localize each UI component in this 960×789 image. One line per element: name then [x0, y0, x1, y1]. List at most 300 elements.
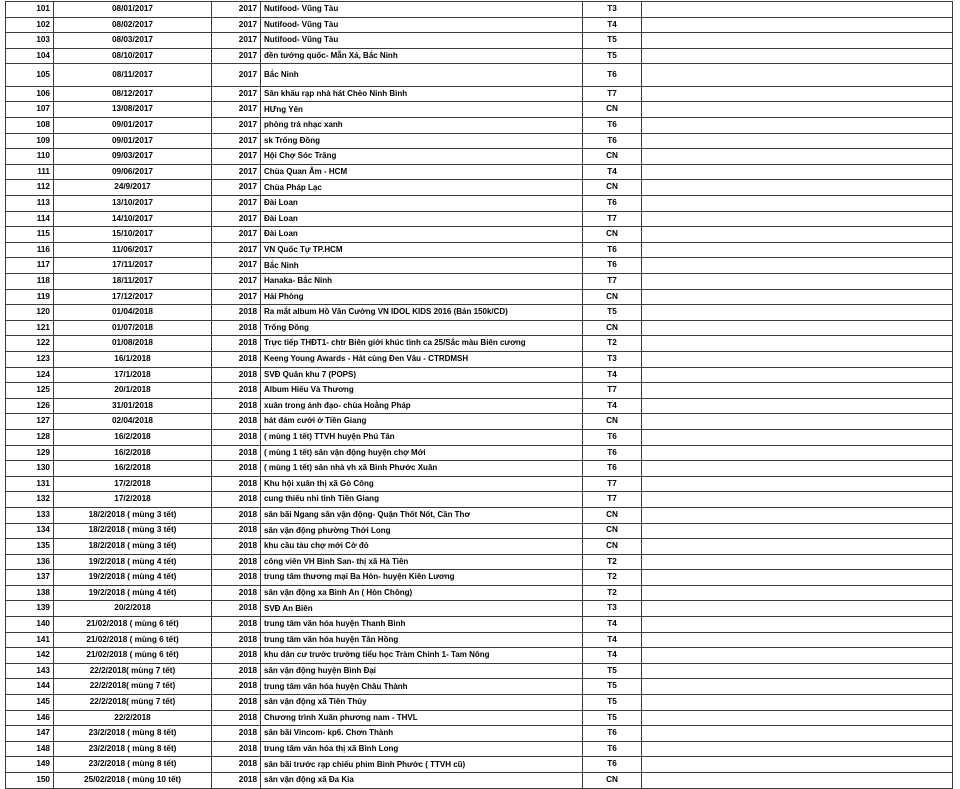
venue-cell[interactable]: SVĐ Quân khu 7 (POPS) — [261, 367, 583, 383]
venue-cell[interactable]: công viên VH Bình San- thị xã Hà Tiên — [261, 554, 583, 570]
venue-cell[interactable]: Chùa Quan Âm - HCM — [261, 164, 583, 180]
venue-cell[interactable]: Đài Loan — [261, 196, 583, 212]
table-row[interactable] — [6, 227, 953, 243]
event-date-cell[interactable]: 15/10/2017 — [54, 227, 212, 243]
notes-cell[interactable] — [642, 554, 953, 570]
event-date-cell[interactable]: 08/12/2017 — [54, 86, 212, 102]
row-index-cell[interactable]: 103 — [6, 33, 54, 49]
weekday-code-cell[interactable]: T7 — [583, 492, 642, 508]
event-year-cell[interactable]: 2018 — [212, 351, 261, 367]
weekday-code-cell[interactable]: T7 — [583, 274, 642, 290]
weekday-code-cell[interactable]: T3 — [583, 2, 642, 18]
row-index-cell[interactable]: 121 — [6, 320, 54, 336]
event-year-cell[interactable]: 2018 — [212, 757, 261, 773]
notes-cell[interactable] — [642, 632, 953, 648]
notes-cell[interactable] — [642, 617, 953, 633]
table-row[interactable] — [6, 539, 953, 555]
notes-cell[interactable] — [642, 48, 953, 64]
notes-cell[interactable] — [642, 149, 953, 165]
event-year-cell[interactable]: 2018 — [212, 679, 261, 695]
venue-cell[interactable]: Bắc Ninh — [261, 258, 583, 274]
venue-cell[interactable]: Hanaka- Bắc Ninh — [261, 274, 583, 290]
table-row[interactable] — [6, 211, 953, 227]
table-row[interactable] — [6, 242, 953, 258]
weekday-code-cell[interactable]: T4 — [583, 164, 642, 180]
notes-cell[interactable] — [642, 492, 953, 508]
event-year-cell[interactable]: 2017 — [212, 17, 261, 33]
notes-cell[interactable] — [642, 726, 953, 742]
weekday-code-cell[interactable]: CN — [583, 523, 642, 539]
event-year-cell[interactable]: 2018 — [212, 570, 261, 586]
event-date-cell[interactable]: 08/10/2017 — [54, 48, 212, 64]
weekday-code-cell[interactable]: T4 — [583, 632, 642, 648]
notes-cell[interactable] — [642, 585, 953, 601]
notes-cell[interactable] — [642, 741, 953, 757]
row-index-cell[interactable]: 114 — [6, 211, 54, 227]
venue-cell[interactable]: đền tướng quốc- Mẫn Xá, Bắc Ninh — [261, 48, 583, 64]
weekday-code-cell[interactable]: T6 — [583, 133, 642, 149]
table-row[interactable] — [6, 274, 953, 290]
table-row[interactable] — [6, 679, 953, 695]
table-row[interactable] — [6, 617, 953, 633]
row-index-cell[interactable]: 137 — [6, 570, 54, 586]
table-row[interactable] — [6, 258, 953, 274]
weekday-code-cell[interactable]: T3 — [583, 601, 642, 617]
notes-cell[interactable] — [642, 601, 953, 617]
event-year-cell[interactable]: 2018 — [212, 523, 261, 539]
weekday-code-cell[interactable]: T2 — [583, 336, 642, 352]
notes-cell[interactable] — [642, 33, 953, 49]
row-index-cell[interactable]: 109 — [6, 133, 54, 149]
weekday-code-cell[interactable]: CN — [583, 180, 642, 196]
event-year-cell[interactable]: 2018 — [212, 539, 261, 555]
event-date-cell[interactable]: 09/03/2017 — [54, 149, 212, 165]
event-year-cell[interactable]: 2018 — [212, 695, 261, 711]
table-row[interactable] — [6, 367, 953, 383]
notes-cell[interactable] — [642, 539, 953, 555]
notes-cell[interactable] — [642, 710, 953, 726]
notes-cell[interactable] — [642, 414, 953, 430]
row-index-cell[interactable]: 112 — [6, 180, 54, 196]
venue-cell[interactable]: Đài Loan — [261, 227, 583, 243]
notes-cell[interactable] — [642, 398, 953, 414]
event-date-cell[interactable]: 17/1/2018 — [54, 367, 212, 383]
weekday-code-cell[interactable]: T6 — [583, 242, 642, 258]
weekday-code-cell[interactable]: CN — [583, 773, 642, 789]
event-year-cell[interactable]: 2018 — [212, 336, 261, 352]
event-date-cell[interactable]: 09/06/2017 — [54, 164, 212, 180]
venue-cell[interactable]: Bắc Ninh — [261, 64, 583, 87]
event-year-cell[interactable]: 2018 — [212, 554, 261, 570]
notes-cell[interactable] — [642, 258, 953, 274]
table-row[interactable] — [6, 64, 953, 87]
event-date-cell[interactable]: 18/11/2017 — [54, 274, 212, 290]
table-row[interactable] — [6, 476, 953, 492]
venue-cell[interactable]: khu dân cư trước trường tiểu học Tràm Chinh 1- Tam Nông — [261, 648, 583, 664]
venue-cell[interactable]: SVĐ An Biên — [261, 601, 583, 617]
table-row[interactable] — [6, 726, 953, 742]
event-date-cell[interactable]: 18/2/2018 ( mùng 3 tết) — [54, 539, 212, 555]
event-date-cell[interactable]: 31/01/2018 — [54, 398, 212, 414]
row-index-cell[interactable]: 142 — [6, 648, 54, 664]
venue-cell[interactable]: Ra mắt album Hồ Văn Cường VN IDOL KIDS 2016 (Bán 150k/CD) — [261, 305, 583, 321]
event-year-cell[interactable]: 2018 — [212, 585, 261, 601]
notes-cell[interactable] — [642, 367, 953, 383]
weekday-code-cell[interactable]: T4 — [583, 398, 642, 414]
table-row[interactable] — [6, 17, 953, 33]
table-row[interactable] — [6, 445, 953, 461]
event-date-cell[interactable]: 19/2/2018 ( mùng 4 tết) — [54, 554, 212, 570]
notes-cell[interactable] — [642, 2, 953, 18]
event-year-cell[interactable]: 2018 — [212, 507, 261, 523]
notes-cell[interactable] — [642, 663, 953, 679]
event-date-cell[interactable]: 09/01/2017 — [54, 118, 212, 134]
row-index-cell[interactable]: 146 — [6, 710, 54, 726]
table-row[interactable] — [6, 648, 953, 664]
event-date-cell[interactable]: 01/08/2018 — [54, 336, 212, 352]
weekday-code-cell[interactable]: T6 — [583, 118, 642, 134]
row-index-cell[interactable]: 117 — [6, 258, 54, 274]
notes-cell[interactable] — [642, 445, 953, 461]
venue-cell[interactable]: sân vận động phường Thới Long — [261, 523, 583, 539]
weekday-code-cell[interactable]: T6 — [583, 757, 642, 773]
venue-cell[interactable]: Đài Loan — [261, 211, 583, 227]
weekday-code-cell[interactable]: CN — [583, 414, 642, 430]
event-date-cell[interactable]: 19/2/2018 ( mùng 4 tết) — [54, 585, 212, 601]
table-row[interactable] — [6, 164, 953, 180]
row-index-cell[interactable]: 101 — [6, 2, 54, 18]
row-index-cell[interactable]: 127 — [6, 414, 54, 430]
venue-cell[interactable]: HƯng Yên — [261, 102, 583, 118]
weekday-code-cell[interactable]: T5 — [583, 695, 642, 711]
table-row[interactable] — [6, 757, 953, 773]
table-row[interactable] — [6, 48, 953, 64]
weekday-code-cell[interactable]: CN — [583, 102, 642, 118]
notes-cell[interactable] — [642, 429, 953, 445]
event-date-cell[interactable]: 16/1/2018 — [54, 351, 212, 367]
event-year-cell[interactable]: 2018 — [212, 648, 261, 664]
event-date-cell[interactable]: 16/2/2018 — [54, 461, 212, 477]
row-index-cell[interactable]: 141 — [6, 632, 54, 648]
event-date-cell[interactable]: 09/01/2017 — [54, 133, 212, 149]
weekday-code-cell[interactable]: T6 — [583, 445, 642, 461]
event-date-cell[interactable]: 21/02/2018 ( mùng 6 tết) — [54, 617, 212, 633]
notes-cell[interactable] — [642, 507, 953, 523]
weekday-code-cell[interactable]: CN — [583, 227, 642, 243]
event-year-cell[interactable]: 2017 — [212, 180, 261, 196]
weekday-code-cell[interactable]: T5 — [583, 48, 642, 64]
event-date-cell[interactable]: 01/07/2018 — [54, 320, 212, 336]
notes-cell[interactable] — [642, 17, 953, 33]
venue-cell[interactable]: Chùa Pháp Lạc — [261, 180, 583, 196]
venue-cell[interactable]: sk Trống Đồng — [261, 133, 583, 149]
weekday-code-cell[interactable]: T4 — [583, 367, 642, 383]
table-row[interactable] — [6, 695, 953, 711]
row-index-cell[interactable]: 116 — [6, 242, 54, 258]
table-row[interactable] — [6, 632, 953, 648]
venue-cell[interactable]: Keeng Young Awards - Hát cùng Đen Vâu - CTRDMSH — [261, 351, 583, 367]
table-row[interactable] — [6, 523, 953, 539]
event-year-cell[interactable]: 2018 — [212, 476, 261, 492]
event-year-cell[interactable]: 2018 — [212, 617, 261, 633]
weekday-code-cell[interactable]: T6 — [583, 461, 642, 477]
event-year-cell[interactable]: 2018 — [212, 663, 261, 679]
venue-cell[interactable]: Trống Đồng — [261, 320, 583, 336]
event-year-cell[interactable]: 2018 — [212, 601, 261, 617]
notes-cell[interactable] — [642, 679, 953, 695]
weekday-code-cell[interactable]: T6 — [583, 741, 642, 757]
table-row[interactable] — [6, 398, 953, 414]
notes-cell[interactable] — [642, 570, 953, 586]
notes-cell[interactable] — [642, 648, 953, 664]
table-row[interactable] — [6, 554, 953, 570]
weekday-code-cell[interactable]: CN — [583, 149, 642, 165]
event-date-cell[interactable]: 17/2/2018 — [54, 476, 212, 492]
event-date-cell[interactable]: 20/1/2018 — [54, 383, 212, 399]
row-index-cell[interactable]: 122 — [6, 336, 54, 352]
weekday-code-cell[interactable]: CN — [583, 289, 642, 305]
venue-cell[interactable]: hát đám cưới ở Tiền Giang — [261, 414, 583, 430]
event-year-cell[interactable]: 2017 — [212, 274, 261, 290]
event-date-cell[interactable]: 11/06/2017 — [54, 242, 212, 258]
row-index-cell[interactable]: 113 — [6, 196, 54, 212]
table-row[interactable] — [6, 383, 953, 399]
row-index-cell[interactable]: 124 — [6, 367, 54, 383]
table-row[interactable] — [6, 663, 953, 679]
table-row[interactable] — [6, 305, 953, 321]
venue-cell[interactable]: Album Hiếu Và Thương — [261, 383, 583, 399]
event-year-cell[interactable]: 2018 — [212, 414, 261, 430]
row-index-cell[interactable]: 148 — [6, 741, 54, 757]
venue-cell[interactable]: trung tâm văn hóa thị xã Bình Long — [261, 741, 583, 757]
table-row[interactable] — [6, 33, 953, 49]
weekday-code-cell[interactable]: T5 — [583, 305, 642, 321]
event-date-cell[interactable]: 18/2/2018 ( mùng 3 tết) — [54, 507, 212, 523]
event-year-cell[interactable]: 2017 — [212, 164, 261, 180]
event-year-cell[interactable]: 2018 — [212, 367, 261, 383]
notes-cell[interactable] — [642, 773, 953, 789]
row-index-cell[interactable]: 106 — [6, 86, 54, 102]
event-date-cell[interactable]: 17/2/2018 — [54, 492, 212, 508]
venue-cell[interactable]: Trực tiếp THĐT1- chtr Biên giới khúc tình ca 25/Sắc màu Biên cương — [261, 336, 583, 352]
table-row[interactable] — [6, 461, 953, 477]
row-index-cell[interactable]: 102 — [6, 17, 54, 33]
venue-cell[interactable]: Khu hội xuân thị xã Gò Công — [261, 476, 583, 492]
table-row[interactable] — [6, 351, 953, 367]
weekday-code-cell[interactable]: T4 — [583, 17, 642, 33]
event-date-cell[interactable]: 16/2/2018 — [54, 445, 212, 461]
notes-cell[interactable] — [642, 242, 953, 258]
weekday-code-cell[interactable]: T6 — [583, 429, 642, 445]
row-index-cell[interactable]: 134 — [6, 523, 54, 539]
row-index-cell[interactable]: 123 — [6, 351, 54, 367]
weekday-code-cell[interactable]: T5 — [583, 710, 642, 726]
venue-cell[interactable]: sân bãi Vincom- kp6. Chơn Thành — [261, 726, 583, 742]
event-date-cell[interactable]: 22/2/2018( mùng 7 tết) — [54, 663, 212, 679]
table-row[interactable] — [6, 414, 953, 430]
event-date-cell[interactable]: 08/02/2017 — [54, 17, 212, 33]
event-year-cell[interactable]: 2018 — [212, 741, 261, 757]
row-index-cell[interactable]: 105 — [6, 64, 54, 87]
venue-cell[interactable]: Nutifood- Vũng Tàu — [261, 2, 583, 18]
notes-cell[interactable] — [642, 180, 953, 196]
notes-cell[interactable] — [642, 227, 953, 243]
venue-cell[interactable]: trung tâm văn hóa huyện Châu Thành — [261, 679, 583, 695]
table-row[interactable] — [6, 289, 953, 305]
notes-cell[interactable] — [642, 164, 953, 180]
notes-cell[interactable] — [642, 336, 953, 352]
event-year-cell[interactable]: 2018 — [212, 429, 261, 445]
weekday-code-cell[interactable]: T2 — [583, 554, 642, 570]
notes-cell[interactable] — [642, 695, 953, 711]
table-row[interactable] — [6, 102, 953, 118]
notes-cell[interactable] — [642, 118, 953, 134]
weekday-code-cell[interactable]: T5 — [583, 663, 642, 679]
event-date-cell[interactable]: 14/10/2017 — [54, 211, 212, 227]
row-index-cell[interactable]: 136 — [6, 554, 54, 570]
row-index-cell[interactable]: 135 — [6, 539, 54, 555]
event-year-cell[interactable]: 2018 — [212, 398, 261, 414]
row-index-cell[interactable]: 149 — [6, 757, 54, 773]
event-year-cell[interactable]: 2018 — [212, 383, 261, 399]
row-index-cell[interactable]: 125 — [6, 383, 54, 399]
table-row[interactable] — [6, 133, 953, 149]
event-date-cell[interactable]: 25/02/2018 ( mùng 10 tết) — [54, 773, 212, 789]
row-index-cell[interactable]: 133 — [6, 507, 54, 523]
event-year-cell[interactable]: 2018 — [212, 445, 261, 461]
notes-cell[interactable] — [642, 351, 953, 367]
event-year-cell[interactable]: 2018 — [212, 710, 261, 726]
row-index-cell[interactable]: 131 — [6, 476, 54, 492]
weekday-code-cell[interactable]: T2 — [583, 585, 642, 601]
event-date-cell[interactable]: 08/11/2017 — [54, 64, 212, 87]
weekday-code-cell[interactable]: T2 — [583, 570, 642, 586]
row-index-cell[interactable]: 145 — [6, 695, 54, 711]
row-index-cell[interactable]: 118 — [6, 274, 54, 290]
notes-cell[interactable] — [642, 102, 953, 118]
event-date-cell[interactable]: 22/2/2018( mùng 7 tết) — [54, 695, 212, 711]
event-year-cell[interactable]: 2017 — [212, 149, 261, 165]
event-year-cell[interactable]: 2018 — [212, 305, 261, 321]
event-date-cell[interactable]: 23/2/2018 ( mùng 8 tết) — [54, 726, 212, 742]
venue-cell[interactable]: sân vận động xa Bình An ( Hòn Chông) — [261, 585, 583, 601]
table-row[interactable] — [6, 320, 953, 336]
notes-cell[interactable] — [642, 523, 953, 539]
venue-cell[interactable]: sân vận động xã Tiên Thủy — [261, 695, 583, 711]
table-row[interactable] — [6, 492, 953, 508]
event-year-cell[interactable]: 2018 — [212, 632, 261, 648]
venue-cell[interactable]: Nutifood- Vũng Tàu — [261, 17, 583, 33]
event-date-cell[interactable]: 16/2/2018 — [54, 429, 212, 445]
table-row[interactable] — [6, 773, 953, 789]
weekday-code-cell[interactable]: T4 — [583, 617, 642, 633]
venue-cell[interactable]: ( mùng 1 tết) sân nhà vh xã Bình Phước Xuân — [261, 461, 583, 477]
weekday-code-cell[interactable]: T7 — [583, 383, 642, 399]
event-date-cell[interactable]: 20/2/2018 — [54, 601, 212, 617]
row-index-cell[interactable]: 110 — [6, 149, 54, 165]
table-row[interactable] — [6, 741, 953, 757]
weekday-code-cell[interactable]: T5 — [583, 679, 642, 695]
event-year-cell[interactable]: 2017 — [212, 33, 261, 49]
venue-cell[interactable]: Nutifood- Vũng Tàu — [261, 33, 583, 49]
weekday-code-cell[interactable]: T6 — [583, 258, 642, 274]
event-year-cell[interactable]: 2017 — [212, 118, 261, 134]
event-year-cell[interactable]: 2017 — [212, 64, 261, 87]
row-index-cell[interactable]: 120 — [6, 305, 54, 321]
table-row[interactable] — [6, 118, 953, 134]
venue-cell[interactable]: trung tâm văn hóa huyện Thanh Bình — [261, 617, 583, 633]
venue-cell[interactable]: xuân trong ánh đạo- chùa Hoằng Pháp — [261, 398, 583, 414]
venue-cell[interactable]: phòng trà nhạc xanh — [261, 118, 583, 134]
weekday-code-cell[interactable]: CN — [583, 320, 642, 336]
row-index-cell[interactable]: 126 — [6, 398, 54, 414]
weekday-code-cell[interactable]: CN — [583, 507, 642, 523]
row-index-cell[interactable]: 139 — [6, 601, 54, 617]
event-year-cell[interactable]: 2017 — [212, 86, 261, 102]
row-index-cell[interactable]: 143 — [6, 663, 54, 679]
venue-cell[interactable]: ( mùng 1 tết) TTVH huyện Phú Tân — [261, 429, 583, 445]
table-row[interactable] — [6, 585, 953, 601]
event-year-cell[interactable]: 2017 — [212, 242, 261, 258]
venue-cell[interactable]: sân vận động xã Đa Kia — [261, 773, 583, 789]
event-date-cell[interactable]: 08/03/2017 — [54, 33, 212, 49]
venue-cell[interactable]: Hội Chợ Sóc Trăng — [261, 149, 583, 165]
row-index-cell[interactable]: 108 — [6, 118, 54, 134]
weekday-code-cell[interactable]: T7 — [583, 476, 642, 492]
event-year-cell[interactable]: 2018 — [212, 773, 261, 789]
venue-cell[interactable]: khu cầu tàu chợ mới Cờ đỏ — [261, 539, 583, 555]
event-date-cell[interactable]: 17/11/2017 — [54, 258, 212, 274]
event-year-cell[interactable]: 2017 — [212, 102, 261, 118]
row-index-cell[interactable]: 104 — [6, 48, 54, 64]
venue-cell[interactable]: cung thiếu nhi tỉnh Tiền Giang — [261, 492, 583, 508]
event-date-cell[interactable]: 21/02/2018 ( mùng 6 tết) — [54, 632, 212, 648]
event-year-cell[interactable]: 2018 — [212, 492, 261, 508]
table-row[interactable] — [6, 149, 953, 165]
event-date-cell[interactable]: 17/12/2017 — [54, 289, 212, 305]
event-year-cell[interactable]: 2017 — [212, 211, 261, 227]
weekday-code-cell[interactable]: T4 — [583, 648, 642, 664]
event-date-cell[interactable]: 22/2/2018 — [54, 710, 212, 726]
event-date-cell[interactable]: 21/02/2018 ( mùng 6 tết) — [54, 648, 212, 664]
row-index-cell[interactable]: 130 — [6, 461, 54, 477]
notes-cell[interactable] — [642, 305, 953, 321]
row-index-cell[interactable]: 111 — [6, 164, 54, 180]
weekday-code-cell[interactable]: T7 — [583, 211, 642, 227]
venue-cell[interactable]: Hải Phòng — [261, 289, 583, 305]
table-row[interactable] — [6, 429, 953, 445]
notes-cell[interactable] — [642, 211, 953, 227]
event-year-cell[interactable]: 2017 — [212, 196, 261, 212]
event-date-cell[interactable]: 01/04/2018 — [54, 305, 212, 321]
event-date-cell[interactable]: 23/2/2018 ( mùng 8 tết) — [54, 757, 212, 773]
event-year-cell[interactable]: 2018 — [212, 726, 261, 742]
event-date-cell[interactable]: 18/2/2018 ( mùng 3 tết) — [54, 523, 212, 539]
venue-cell[interactable]: ( mùng 1 tết) sân vận động huyện chợ Mới — [261, 445, 583, 461]
event-date-cell[interactable]: 08/01/2017 — [54, 2, 212, 18]
weekday-code-cell[interactable]: T3 — [583, 351, 642, 367]
venue-cell[interactable]: trung tâm thương mại Ba Hòn- huyện Kiên Lương — [261, 570, 583, 586]
venue-cell[interactable]: sân bãi trước rạp chiếu phim Bình Phước ( TTVH cũ) — [261, 757, 583, 773]
event-date-cell[interactable]: 24/9/2017 — [54, 180, 212, 196]
notes-cell[interactable] — [642, 757, 953, 773]
event-date-cell[interactable]: 19/2/2018 ( mùng 4 tết) — [54, 570, 212, 586]
notes-cell[interactable] — [642, 64, 953, 87]
event-date-cell[interactable]: 22/2/2018( mùng 7 tết) — [54, 679, 212, 695]
row-index-cell[interactable]: 147 — [6, 726, 54, 742]
table-row[interactable] — [6, 196, 953, 212]
notes-cell[interactable] — [642, 274, 953, 290]
